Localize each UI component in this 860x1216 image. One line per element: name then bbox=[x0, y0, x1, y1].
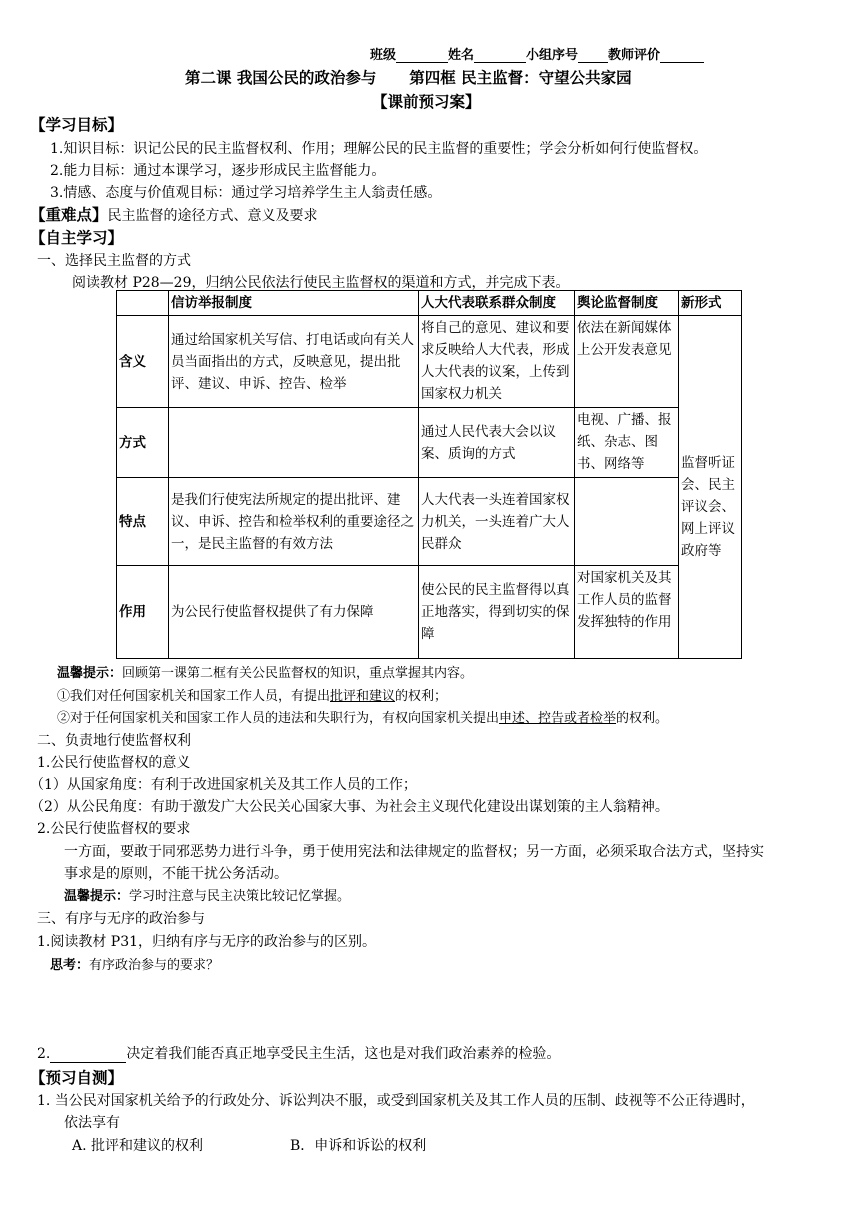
key-points bbox=[30, 203, 318, 225]
row-label-feature: 特点 bbox=[117, 478, 169, 566]
question-1-line2: 依法享有 bbox=[64, 1115, 120, 1131]
tip1-item-1 bbox=[57, 685, 447, 704]
tip1-item1-underlined: 批评和建议 bbox=[330, 689, 396, 704]
table-cell: 使公民的民主监督得以真正地落实，得到切实的保障 bbox=[419, 566, 575, 659]
table-header-row bbox=[117, 291, 742, 316]
key-points-heading: 【重难点】 bbox=[30, 205, 108, 224]
part2-s1: 1.公民行使监督权的意义 bbox=[37, 755, 191, 771]
part3-s1: 1.阅读教材 P31，归纳有序与无序的政治参与的区别。 bbox=[37, 934, 377, 950]
part3-s2-number: 2. bbox=[37, 1046, 51, 1062]
header-fields bbox=[370, 44, 704, 63]
part3-think bbox=[50, 954, 219, 973]
table-cell: 将自己的意见、建议和要求反映给人大代表，形成人大代表的议案，上传到国家权力机关 bbox=[419, 316, 575, 408]
col-header-media: 舆论监督制度 bbox=[575, 291, 679, 316]
frame-title: 第四框 民主监督：守望公共家园 bbox=[409, 68, 632, 87]
tip1-item-2 bbox=[57, 707, 668, 726]
table-row bbox=[117, 478, 742, 566]
col-header-new-form: 新形式 bbox=[679, 291, 742, 316]
part2-s1b: （2）从公民角度：有助于激发广大公民关心国家大事、为社会主义现代化建设出谋划策的主人翁精神。 bbox=[30, 799, 669, 815]
key-points-text: 民主监督的途径方式、意义及要求 bbox=[107, 208, 318, 224]
tip1-item1-pre: ①我们对任何国家机关和国家工作人员，有提出 bbox=[57, 689, 331, 704]
supervision-table bbox=[116, 290, 742, 659]
part3-title: 三、有序与无序的政治参与 bbox=[37, 911, 205, 927]
option-b[interactable]: B．申诉和诉讼的权利 bbox=[290, 1138, 427, 1154]
goal-item-1: 1.知识目标：识记公民的民主监督权利、作用；理解公民的民主监督的重要性；学会分析如何行使监督权。 bbox=[50, 141, 708, 157]
table-cell: 对国家机关及其工作人员的监督发挥独特的作用 bbox=[575, 566, 679, 659]
part2-s2-line1: 一方面，要敢于同邪恶势力进行斗争，勇于使用宪法和法律规定的监督权；另一方面，必须采取合法方式，坚持实 bbox=[64, 844, 764, 860]
part2-s2-line2: 事求是的原则，不能干扰公务活动。 bbox=[64, 866, 288, 882]
table-cell: 通过给国家机关写信、打电话或向有关人员当面指出的方式，反映意见，提出批评、建议、申诉、控告、检举 bbox=[169, 316, 419, 408]
col-header-deputies: 人大代表联系群众制度 bbox=[419, 291, 575, 316]
table-cell: 电视、广播、报纸、杂志、图书、网络等 bbox=[575, 408, 679, 478]
part3-s2 bbox=[37, 1043, 560, 1063]
class-blank[interactable] bbox=[396, 48, 448, 63]
section-title: 【课前预习案】 bbox=[372, 92, 481, 111]
table-cell: 人大代表一头连着国家权力机关，一头连着广大人民群众 bbox=[419, 478, 575, 566]
tip1-text: 回顾第一课第二框有关公民监督权的知识，重点掌握其内容。 bbox=[122, 666, 474, 681]
table-row bbox=[117, 408, 742, 478]
part2-s1a: （1）从国家角度：有利于改进国家机关及其工作人员的工作； bbox=[30, 777, 417, 793]
think-label: 思考： bbox=[50, 958, 90, 973]
name-blank[interactable] bbox=[474, 48, 526, 63]
part3-s2-text: 决定着我们能否真正地享受民主生活，这也是对我们政治素养的检验。 bbox=[126, 1046, 561, 1062]
table-row bbox=[117, 566, 742, 659]
part1-title: 一、选择民主监督的方式 bbox=[37, 253, 191, 269]
part2-tip-text: 学习时注意与民主决策比较记忆掌握。 bbox=[129, 889, 351, 904]
question-1-line1: 1. 当公民对国家机关给予的行政处分、诉讼判决不服，或受到国家机关及其工作人员的压制、歧视等不公正待遇时， bbox=[37, 1093, 755, 1109]
table-cell: 依法在新闻媒体上公开发表意见 bbox=[575, 316, 679, 408]
tip1-item2-underlined: 申述、控告或者检举 bbox=[499, 711, 617, 726]
goal-item-2: 2.能力目标：通过本课学习，逐步形成民主监督能力。 bbox=[50, 163, 386, 179]
table-row bbox=[117, 316, 742, 408]
table-corner bbox=[117, 291, 169, 316]
think-text: 有序政治参与的要求？ bbox=[89, 958, 220, 973]
tip1-label: 温馨提示： bbox=[57, 666, 123, 681]
part2-tip-label: 温馨提示： bbox=[64, 889, 130, 904]
name-label: 姓名 bbox=[448, 48, 475, 63]
class-label: 班级 bbox=[370, 48, 397, 63]
new-form-cell: 监督听证会、民主评议会、网上评议政府等 bbox=[679, 316, 742, 659]
group-blank[interactable] bbox=[578, 48, 608, 63]
tip1 bbox=[57, 662, 473, 681]
tip1-item2-post: 的权利。 bbox=[616, 711, 669, 726]
teacher-blank[interactable] bbox=[660, 48, 704, 63]
table-cell: 为公民行使监督权提供了有力保障 bbox=[169, 566, 419, 659]
table-cell: 通过人民代表大会以议案、质询的方式 bbox=[419, 408, 575, 478]
goals-heading: 【学习目标】 bbox=[30, 115, 124, 134]
lesson-title: 第二课 我国公民的政治参与 bbox=[185, 68, 377, 87]
row-label-function: 作用 bbox=[117, 566, 169, 659]
part2-title: 二、负责地行使监督权利 bbox=[37, 733, 191, 749]
part2-tip bbox=[64, 885, 350, 904]
self-test-heading: 【预习自测】 bbox=[30, 1068, 124, 1087]
table-cell[interactable] bbox=[575, 478, 679, 566]
page-title bbox=[185, 66, 632, 88]
tip1-item1-post: 的权利； bbox=[395, 689, 448, 704]
tip1-item2-pre: ②对于任何国家机关和国家工作人员的违法和失职行为，有权向国家机关提出 bbox=[57, 711, 500, 726]
part2-s2: 2.公民行使监督权的要求 bbox=[37, 821, 191, 837]
table-cell: 是我们行使宪法所规定的提出批评、建议、申诉、控告和检举权利的重要途径之一，是民主监督的有效方法 bbox=[169, 478, 419, 566]
col-header-letters: 信访举报制度 bbox=[169, 291, 419, 316]
goal-item-3: 3.情感、态度与价值观目标：通过学习培养学生主人翁责任感。 bbox=[50, 185, 442, 201]
option-a[interactable]: A. 批评和建议的权利 bbox=[72, 1138, 204, 1154]
row-label-meaning: 含义 bbox=[117, 316, 169, 408]
self-study-heading: 【自主学习】 bbox=[30, 228, 124, 247]
table-cell[interactable] bbox=[169, 408, 419, 478]
group-label: 小组序号 bbox=[526, 48, 579, 63]
fill-blank[interactable] bbox=[50, 1048, 126, 1063]
row-label-method: 方式 bbox=[117, 408, 169, 478]
teacher-label: 教师评价 bbox=[608, 48, 661, 63]
part1-instruction: 阅读教材 P28—29，归纳公民依法行使民主监督权的渠道和方式，并完成下表。 bbox=[72, 275, 570, 291]
